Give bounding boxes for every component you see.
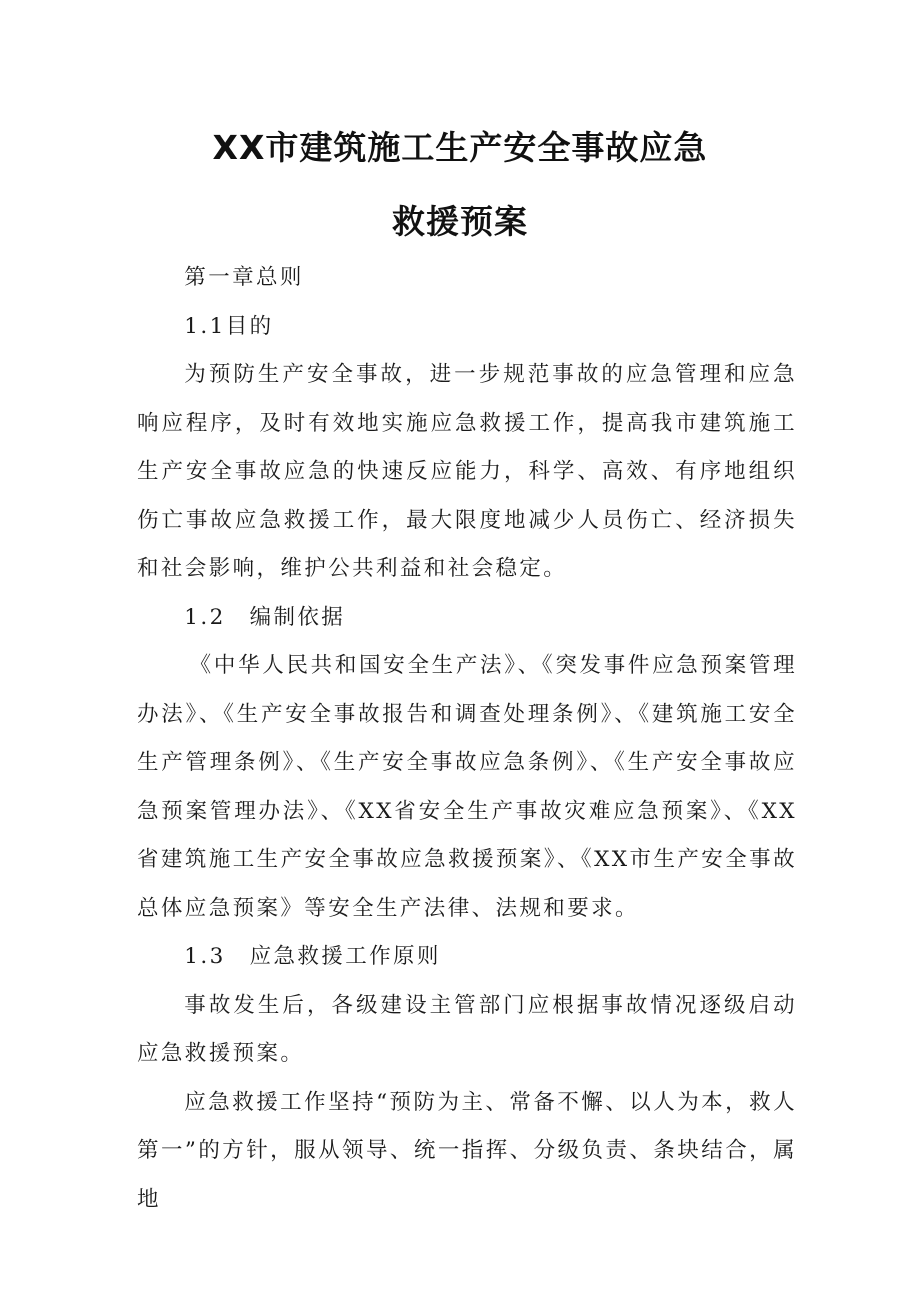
chapter-heading: 第一章总则	[184, 265, 304, 290]
section-heading-basis: 1.2 编制依据	[184, 604, 346, 630]
section-heading-purpose: 1.1目的	[184, 313, 274, 339]
paragraph-principles: 应急救援工作坚持“预防为主、常备不懈、以人为本，救人第一”的方针，服从领导、统一指挥、分级负责、条块结合，属地	[137, 1089, 797, 1212]
document-title-line-1: XX市建筑施工生产安全事故应急	[212, 128, 708, 167]
document-title-line-2: 救援预案	[392, 202, 528, 241]
paragraph-basis: 《中华人民共和国安全生产法》、《突发事件应急预案管理办法》、《生产安全事故报告和调查处理条例》、《建筑施工安全生产管理条例》、《生产安全事故应急条例》、《生产安全事故应急预案管理办法》、《XX省安全生产事故灾难应急预案》、《XX省建筑施工生产安全事故应急救援预案》、《XX市生产安全事故总体应急预案》等安全生产法律、法规和要求。	[137, 653, 797, 921]
section-heading-principles: 1.3 应急救援工作原则	[184, 944, 441, 969]
paragraph-activation: 事故发生后，各级建设主管部门应根据事故情况逐级启动应急救援预案。	[137, 992, 797, 1066]
document-body	[137, 254, 797, 1224]
paragraph-purpose: 为预防生产安全事故，进一步规范事故的应急管理和应急响应程序，及时有效地实施应急救援工作，提高我市建筑施工生产安全事故应急的快速反应能力，科学、高效、有序地组织伤亡事故应急救援工作，最大限度地减少人员伤亡、经济损失和社会影响，维护公共利益和社会稳定。	[137, 362, 797, 581]
